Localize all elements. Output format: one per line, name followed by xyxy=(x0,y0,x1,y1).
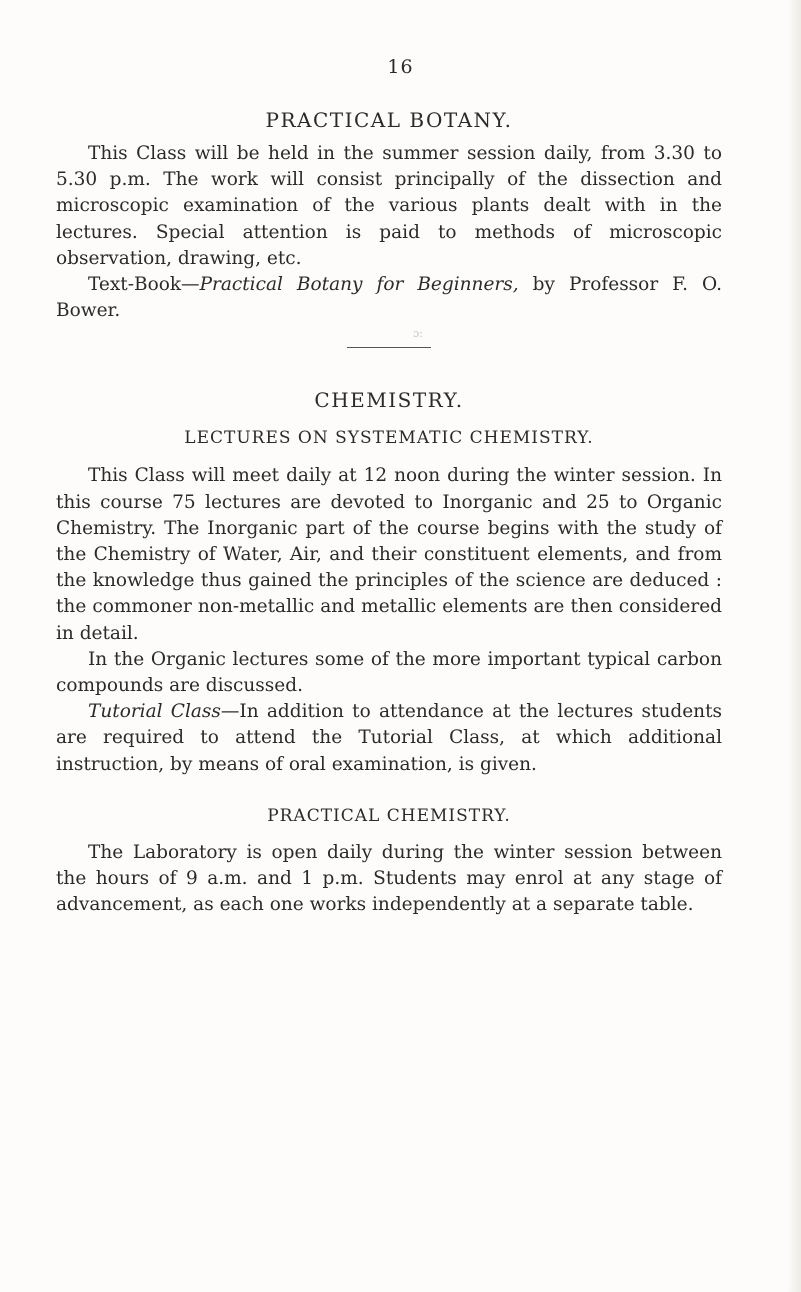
practical-chemistry-heading: PRACTICAL CHEMISTRY. xyxy=(267,805,511,826)
page-edge-shadow xyxy=(787,0,801,1292)
page-content xyxy=(56,108,722,918)
section-divider xyxy=(347,347,431,348)
chemistry-paragraph: This Class will meet daily at 12 noon during the winter session. In this course 75 lectures are devoted to Inorganic and 25 to Organic Chemistry. The Inorganic part of the course begins with the study of the Chemistry of Water, Air, and their constituent elements, and from the knowledge thus gained the principles of the science are deduced : the commoner non-metallic and metallic elements are then considered in detail. xyxy=(56,465,722,644)
textbook-prefix: Text-Book— xyxy=(88,274,200,296)
tutorial-paragraph xyxy=(56,699,722,778)
tutorial-text: —In addition to attendance at the lectures students are required to attend the Tutorial Class, at which additional instruction, by means of oral examination, is given. xyxy=(56,701,722,775)
laboratory-paragraph: The Laboratory is open daily during the winter session between the hours of 9 a.m. and 1 p.m. Students may enrol at any stage of advancement, as each one works independently at a separate table. xyxy=(56,841,722,916)
stray-ink-mark: ɔ: xyxy=(413,327,423,340)
tutorial-label: Tutorial Class xyxy=(88,701,221,723)
botany-paragraph: This Class will be held in the summer session daily, from 3.30 to 5.30 p.m. The work will consist principally of the dissection and microscopic examination of the various plants dealt with in the lectures. Special attention is paid to methods of microscopic observation, drawing, etc. xyxy=(56,143,722,269)
botany-heading: PRACTICAL BOTANY. xyxy=(265,108,513,132)
chemistry-heading: CHEMISTRY. xyxy=(314,388,464,413)
botany-textbook-paragraph xyxy=(56,272,722,324)
organic-paragraph: In the Organic lectures some of the more important typical carbon compounds are discussed. xyxy=(56,648,722,697)
textbook-author: by Professor F. O. Bower. xyxy=(56,274,722,322)
lectures-subheading: LECTURES ON SYSTEMATIC CHEMISTRY. xyxy=(184,428,594,449)
textbook-title: Practical Botany for Beginners, xyxy=(199,274,519,296)
page-number: 16 xyxy=(387,56,414,78)
